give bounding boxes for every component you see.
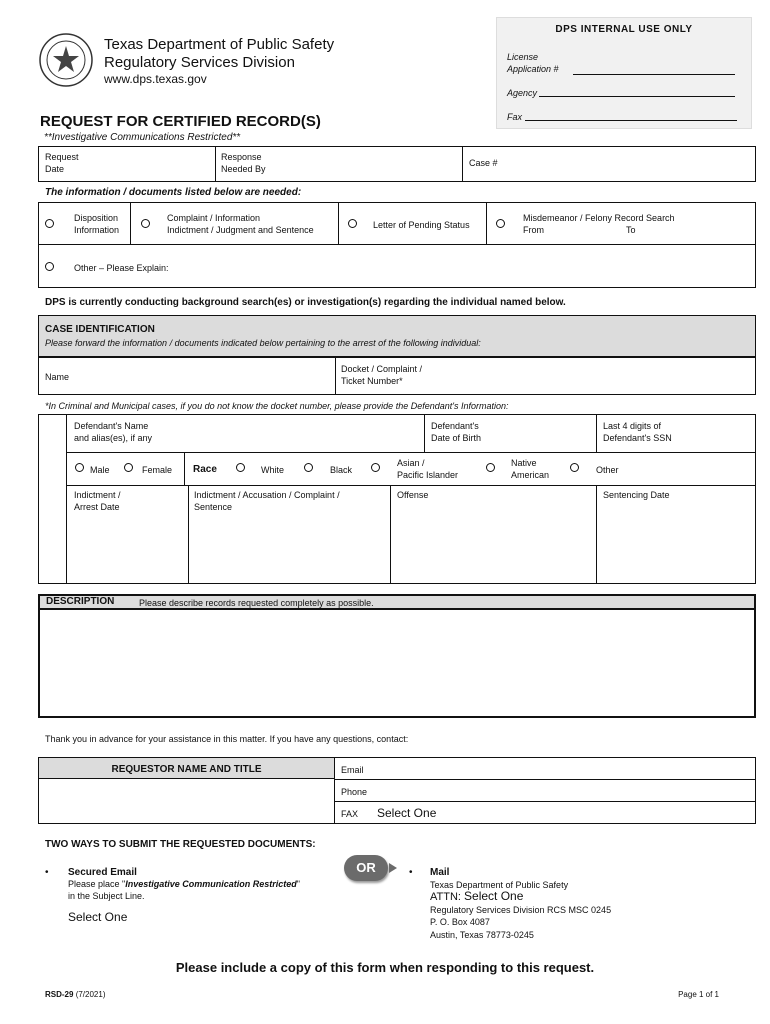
- form-subtitle: **Investigative Communications Restricted**: [44, 132, 241, 143]
- defendant-name-label[interactable]: Defendant's Name and alias(es), if any: [74, 421, 153, 443]
- mail-line4: Austin, Texas 78773-0245: [430, 930, 534, 940]
- internal-use-title: DPS INTERNAL USE ONLY: [555, 24, 693, 35]
- submit-heading: TWO WAYS TO SUBMIT THE REQUESTED DOCUMENTS:: [45, 839, 316, 850]
- mail-line2: Regulatory Services Division RCS MSC 0245: [430, 905, 612, 915]
- email-bullet: •: [45, 867, 49, 878]
- offense-label[interactable]: Offense: [397, 490, 429, 500]
- mail-line3: P. O. Box 4087: [430, 917, 490, 927]
- race-other-label: Other: [596, 465, 619, 475]
- indictment-date-label[interactable]: Indictment / Arrest Date: [74, 490, 121, 512]
- disposition-label: Disposition Information: [74, 213, 120, 235]
- license-label: License Application #: [507, 52, 559, 74]
- include-copy-note: Please include a copy of this form when responding to this request.: [175, 960, 595, 975]
- phone-label[interactable]: Phone: [341, 787, 368, 797]
- complaint-radio[interactable]: [141, 219, 150, 228]
- agency-field[interactable]: [539, 96, 735, 97]
- case-heading: CASE IDENTIFICATION: [45, 324, 155, 335]
- case-header: [38, 315, 756, 357]
- white-label: White: [261, 465, 285, 475]
- email-label[interactable]: Email: [341, 765, 364, 775]
- description-field[interactable]: [38, 610, 756, 718]
- mail-line1: Texas Department of Public Safety: [430, 880, 569, 890]
- email-select[interactable]: Select One: [68, 910, 128, 924]
- ssn-label[interactable]: Last 4 digits of Defendant's SSN: [603, 421, 672, 443]
- male-label: Male: [90, 465, 110, 475]
- dob-label[interactable]: Defendant's Date of Birth: [431, 421, 482, 443]
- male-radio[interactable]: [75, 463, 84, 472]
- complaint-label: Complaint / Information Indictment / Judgment and Sentence: [167, 213, 314, 235]
- mail-bullet: •: [409, 867, 413, 878]
- agency-line2: Regulatory Services Division: [104, 54, 295, 71]
- fax-label: Fax: [507, 112, 523, 122]
- arrow-icon: [389, 863, 397, 873]
- female-label: Female: [142, 465, 173, 475]
- fax-field[interactable]: [525, 120, 737, 121]
- case-instruction: Please forward the information / documents indicated below pertaining to the arrest of the following individual:: [45, 338, 481, 348]
- request-date-label[interactable]: Request Date: [45, 152, 79, 174]
- dps-statement: DPS is currently conducting background search(es) or investigation(s) regarding the individual named below.: [45, 297, 566, 308]
- native-label: Native American: [511, 458, 550, 480]
- email-instruction: Please place "Investigative Communication Restricted" in the Subject Line.: [68, 879, 300, 901]
- letter-radio[interactable]: [348, 219, 357, 228]
- asian-label: Asian / Pacific Islander: [397, 458, 459, 480]
- black-radio[interactable]: [304, 463, 313, 472]
- internal-use-box: [496, 17, 752, 129]
- misdemeanor-radio[interactable]: [496, 219, 505, 228]
- agency-label: Agency: [507, 88, 538, 98]
- white-radio[interactable]: [236, 463, 245, 472]
- response-needed-label[interactable]: Response Needed By: [221, 152, 266, 174]
- website: www.dps.texas.gov: [104, 72, 207, 86]
- dps-seal: [38, 32, 94, 88]
- thanks-text: Thank you in advance for your assistance in this matter. If you have any questions, contact:: [45, 734, 409, 744]
- black-label: Black: [330, 465, 353, 475]
- disposition-radio[interactable]: [45, 219, 54, 228]
- form-title: REQUEST FOR CERTIFIED RECORD(S): [40, 113, 321, 130]
- license-field[interactable]: [573, 74, 735, 75]
- race-label: Race: [193, 464, 217, 475]
- name-label[interactable]: Name: [45, 372, 70, 382]
- fax-contact-label[interactable]: FAX: [341, 809, 359, 819]
- requestor-field[interactable]: [38, 778, 335, 824]
- mail-attn: ATTN: Select One: [430, 889, 524, 903]
- request-row: [38, 146, 756, 182]
- race-other-radio[interactable]: [570, 463, 579, 472]
- misdemeanor-label: Misdemeanor / Felony Record Search From To: [523, 213, 675, 235]
- docket-note: *In Criminal and Municipal cases, if you do not know the docket number, please provide the Defendant's Information:: [45, 401, 509, 411]
- description-hint: Please describe records requested completely as possible.: [139, 598, 374, 608]
- form-id: RSD-29 (7/2021): [45, 990, 106, 999]
- fax-select[interactable]: Select One: [377, 806, 437, 820]
- case-number-label[interactable]: Case #: [469, 158, 498, 168]
- or-badge: OR: [344, 855, 388, 881]
- agency-line1: Texas Department of Public Safety: [104, 36, 335, 53]
- sentencing-date-label[interactable]: Sentencing Date: [603, 490, 670, 500]
- other-label: Other – Please Explain:: [74, 263, 169, 273]
- mail-title: Mail: [430, 867, 450, 878]
- accusation-label[interactable]: Indictment / Accusation / Complaint / Sentence: [194, 490, 340, 512]
- needed-heading: The information / documents listed below are needed:: [45, 187, 302, 198]
- description-heading: DESCRIPTION: [46, 596, 115, 607]
- asian-radio[interactable]: [371, 463, 380, 472]
- native-radio[interactable]: [486, 463, 495, 472]
- page-number: Page 1 of 1: [678, 990, 719, 999]
- docket-label[interactable]: Docket / Complaint / Ticket Number*: [341, 364, 423, 386]
- other-radio[interactable]: [45, 262, 54, 271]
- requestor-title: REQUESTOR NAME AND TITLE: [111, 764, 262, 775]
- letter-label: Letter of Pending Status: [373, 220, 470, 230]
- female-radio[interactable]: [124, 463, 133, 472]
- attn-select[interactable]: Select One: [464, 889, 524, 903]
- secured-email-title: Secured Email: [68, 867, 137, 878]
